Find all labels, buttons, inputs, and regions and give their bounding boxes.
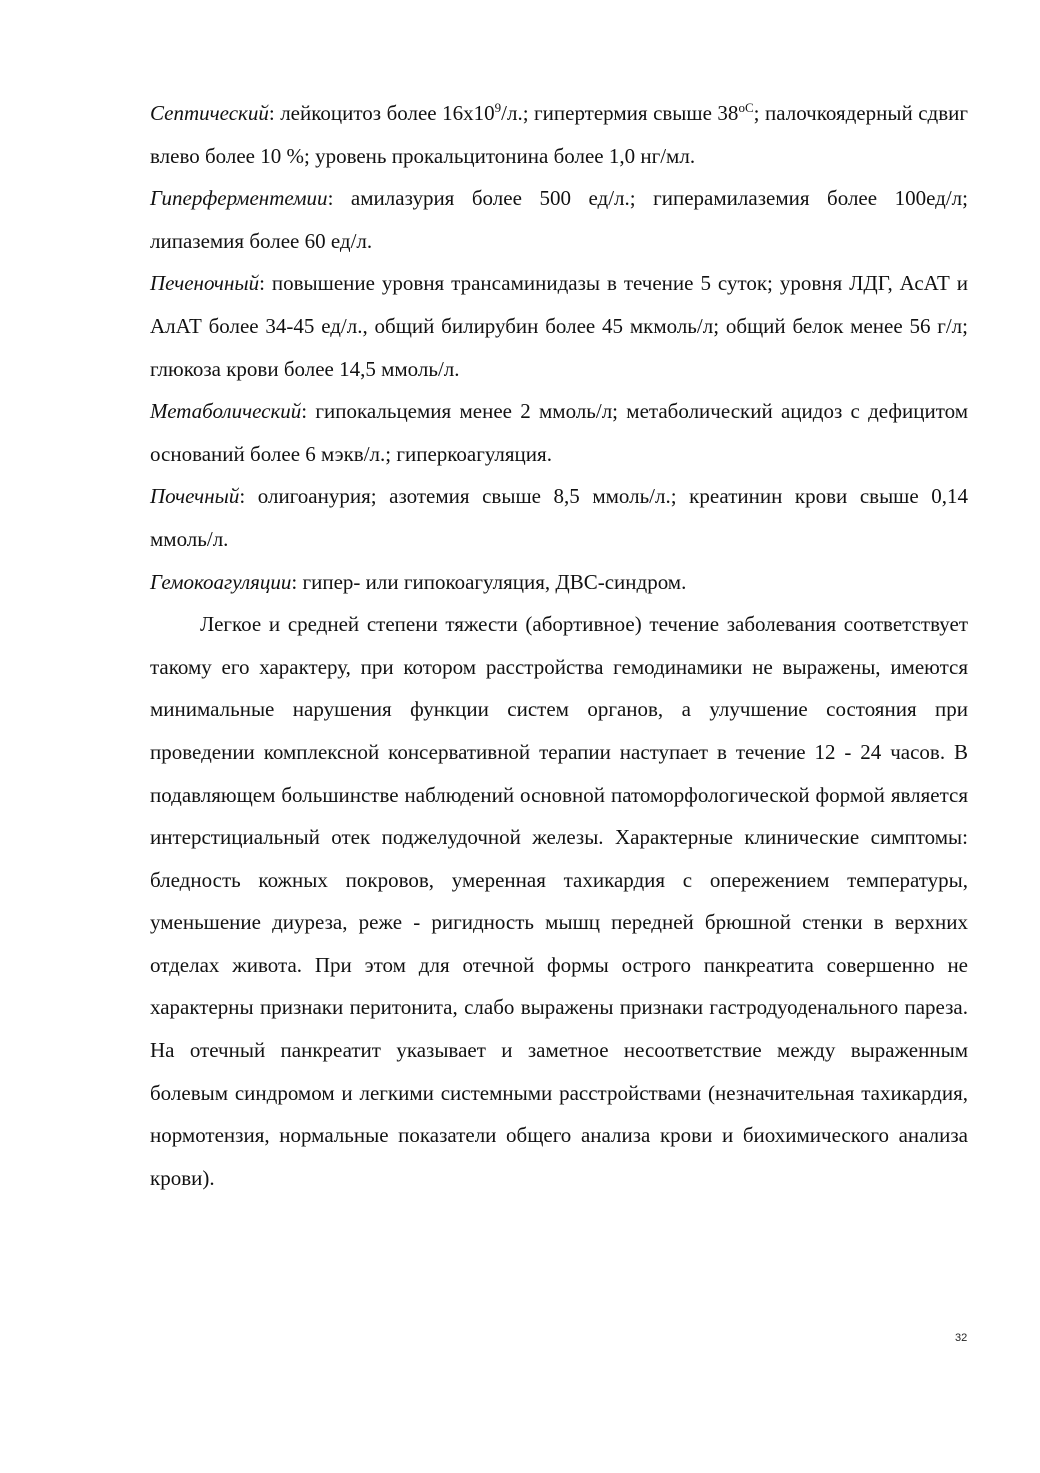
document-body: [150, 92, 968, 1199]
septic-sup-degree: oC: [738, 100, 754, 115]
term-hemocoagulation: Гемокоагуляции: [150, 569, 292, 594]
hepatic-text: : повышение уровня трансаминидазы в течение 5 суток; уровня ЛДГ, АсАТ и АлАТ более 34-45 ед/л., общий билирубин более 45 мкмоль/л; общий белок менее 56 г/л; глюкоза крови более 14,5 ммоль/л.: [150, 271, 968, 381]
term-hyperfermentemia: Гиперферментемии: [150, 186, 328, 211]
paragraph-metabolic: [150, 390, 968, 475]
term-hepatic: Печеночный: [150, 271, 260, 296]
paragraph-septic: [150, 92, 968, 177]
term-metabolic: Метаболический: [150, 399, 302, 424]
hemocoagulation-text: : гипер- или гипокоагуляция, ДВС-синдром.: [291, 569, 687, 594]
page-number: 32: [955, 1332, 968, 1344]
paragraph-mild-course: Легкое и средней степени тяжести (абортивное) течение заболевания соответствует такому его характеру, при котором расстройства гемодинамики не выражены, имеются минимальные нарушения функции систем органов, а улучшение состояния при проведении комплексной консервативной терапии наступает в течение 12 - 24 часов. В подавляющем большинстве наблюдений основной патоморфологической формой является интерстициальный отек поджелудочной железы. Характерные клинические симптомы: бледность кожных покровов, умеренная тахикардия с опережением температуры, уменьшение диуреза, реже - ригидность мышц передней брюшной стенки в верхних отделах живота. При этом для отечной формы острого панкреатита совершенно не характерны признаки перитонита, слабо выражены признаки гастродуоденального пареза. На отечный панкреатит указывает и заметное несоответствие между выраженным болевым синдромом и легкими системными расстройствами (незначительная тахикардия, нормотензия, нормальные показатели общего анализа крови и биохимического анализа крови).: [150, 612, 968, 1190]
hyperfermentemia-text: : амилазурия более 500 ед/л.; гиперамилаземия более 100ед/л; липаземия более 60 ед/л.: [150, 186, 968, 253]
term-renal: Почечный: [150, 484, 240, 509]
paragraph-hepatic: [150, 262, 968, 390]
paragraph-renal: [150, 475, 968, 560]
septic-text-a: : лейкоцитоз более 16х10: [268, 101, 495, 125]
paragraph-hemocoagulation: [150, 561, 968, 604]
paragraph-hyperfermentemia: [150, 177, 968, 262]
metabolic-text: : гипокальцемия менее 2 ммоль/л; метаболический ацидоз с дефицитом оснований более 6 мэкв/л.; гиперкоагуляция.: [150, 399, 968, 466]
term-septic: Септический: [150, 101, 269, 125]
renal-text: : олигоанурия; азотемия свыше 8,5 ммоль/л.; креатинин крови свыше 0,14 ммоль/л.: [150, 484, 968, 551]
septic-sup-exponent: 9: [494, 100, 502, 115]
septic-text-b: /л.; гипертермия свыше 38: [501, 101, 739, 125]
septic-text-c: ; палочкоядерный сдвиг влево более 10 %; уровень прокальцитонина более 1,0 нг/мл.: [150, 101, 968, 168]
